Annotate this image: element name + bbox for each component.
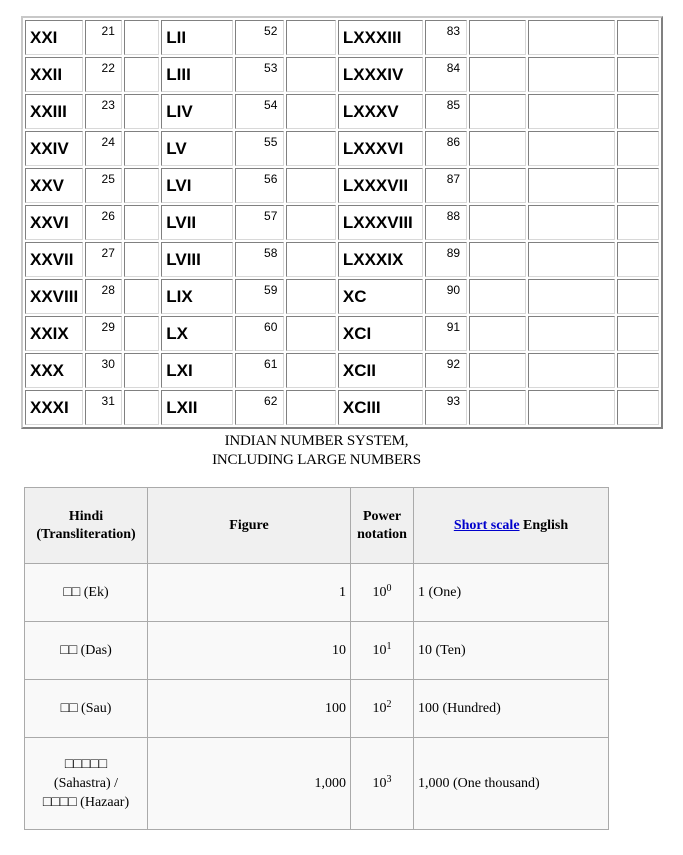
empty-cell: [528, 279, 615, 314]
empty-cell: [286, 94, 335, 129]
roman-numeral-cell: LX: [161, 316, 233, 351]
empty-cell: [286, 205, 335, 240]
roman-numeral-cell: XXIX: [25, 316, 83, 351]
table-row: [25, 131, 659, 166]
empty-cell: [286, 57, 335, 92]
roman-numeral-cell: LXXXIX: [338, 242, 423, 277]
header-hindi-line1: Hindi: [68, 508, 104, 524]
table-row: [25, 622, 609, 680]
empty-cell: [528, 353, 615, 388]
power-cell: [351, 622, 414, 680]
caption-line-1: INDIAN NUMBER SYSTEM,: [224, 433, 409, 449]
roman-numeral-cell: XXIII: [25, 94, 83, 129]
arabic-value-cell: 83: [425, 20, 467, 55]
empty-cell: [124, 242, 159, 277]
empty-cell: [124, 20, 159, 55]
english-cell: 1,000 (One thousand): [414, 738, 609, 830]
empty-cell: [124, 390, 159, 425]
empty-cell: [617, 168, 660, 203]
arabic-value-cell: 87: [425, 168, 467, 203]
header-power-line1: Power: [362, 508, 402, 524]
arabic-value-cell: 30: [85, 353, 122, 388]
arabic-value-cell: 57: [235, 205, 284, 240]
roman-numeral-cell: XXIV: [25, 131, 83, 166]
arabic-value-cell: 23: [85, 94, 122, 129]
empty-cell: [469, 242, 526, 277]
header-row: [25, 488, 609, 564]
table-row: [25, 564, 609, 622]
roman-numeral-cell: XXVII: [25, 242, 83, 277]
header-english: [414, 488, 609, 564]
arabic-value-cell: 93: [425, 390, 467, 425]
arabic-value-cell: 24: [85, 131, 122, 166]
arabic-value-cell: 86: [425, 131, 467, 166]
roman-numeral-cell: XXII: [25, 57, 83, 92]
empty-cell: [469, 168, 526, 203]
table-row: [25, 168, 659, 203]
empty-cell: [469, 316, 526, 351]
english-cell: 1 (One): [414, 564, 609, 622]
table-caption: [150, 432, 483, 470]
roman-numeral-cell: LXXXVI: [338, 131, 423, 166]
roman-numeral-cell: XC: [338, 279, 423, 314]
empty-cell: [469, 205, 526, 240]
power-base: 10: [372, 584, 387, 600]
arabic-value-cell: 31: [85, 390, 122, 425]
arabic-value-cell: 52: [235, 20, 284, 55]
empty-cell: [286, 353, 335, 388]
roman-numeral-cell: LV: [161, 131, 233, 166]
arabic-value-cell: 91: [425, 316, 467, 351]
empty-cell: [528, 316, 615, 351]
roman-numeral-cell: XCII: [338, 353, 423, 388]
power-exponent: 2: [386, 698, 392, 710]
empty-cell: [286, 390, 335, 425]
roman-numeral-cell: LVI: [161, 168, 233, 203]
empty-cell: [469, 390, 526, 425]
power-exponent: 3: [386, 773, 392, 785]
arabic-value-cell: 89: [425, 242, 467, 277]
empty-cell: [469, 353, 526, 388]
empty-cell: [286, 316, 335, 351]
empty-cell: [528, 168, 615, 203]
roman-numeral-cell: LVIII: [161, 242, 233, 277]
roman-numeral-table-frame: [21, 16, 663, 429]
figure-cell: 100: [148, 680, 351, 738]
hindi-cell: □□ (Sau): [25, 680, 148, 738]
roman-numeral-cell: LXXXIII: [338, 20, 423, 55]
power-cell: [351, 564, 414, 622]
empty-cell: [528, 94, 615, 129]
arabic-value-cell: 22: [85, 57, 122, 92]
empty-cell: [617, 390, 660, 425]
empty-cell: [528, 57, 615, 92]
arabic-value-cell: 88: [425, 205, 467, 240]
arabic-value-cell: 27: [85, 242, 122, 277]
arabic-value-cell: 61: [235, 353, 284, 388]
english-cell: 100 (Hundred): [414, 680, 609, 738]
power-exponent: 0: [386, 582, 392, 594]
table-row: [25, 353, 659, 388]
empty-cell: [124, 94, 159, 129]
header-hindi-line2: (Transliteration): [36, 526, 136, 542]
power-cell: [351, 680, 414, 738]
empty-cell: [528, 242, 615, 277]
empty-cell: [617, 131, 660, 166]
roman-numeral-cell: LVII: [161, 205, 233, 240]
power-base: 10: [372, 700, 387, 716]
empty-cell: [469, 57, 526, 92]
header-figure: Figure: [148, 488, 351, 564]
empty-cell: [617, 205, 660, 240]
roman-numeral-cell: XXVI: [25, 205, 83, 240]
table-row: [25, 279, 659, 314]
table-row: [25, 57, 659, 92]
empty-cell: [528, 390, 615, 425]
empty-cell: [286, 242, 335, 277]
table-row: [25, 316, 659, 351]
empty-cell: [617, 57, 660, 92]
empty-cell: [124, 205, 159, 240]
roman-numeral-cell: LXI: [161, 353, 233, 388]
arabic-value-cell: 85: [425, 94, 467, 129]
table-row: [25, 390, 659, 425]
empty-cell: [617, 94, 660, 129]
arabic-value-cell: 56: [235, 168, 284, 203]
empty-cell: [528, 205, 615, 240]
table-row: [25, 205, 659, 240]
indian-number-table: [24, 487, 609, 830]
empty-cell: [617, 20, 660, 55]
arabic-value-cell: 29: [85, 316, 122, 351]
header-english-rest: English: [519, 517, 569, 533]
table-row: [25, 94, 659, 129]
short-scale-link[interactable]: Short scale: [453, 517, 520, 533]
empty-cell: [124, 279, 159, 314]
power-exponent: 1: [386, 640, 392, 652]
roman-numeral-cell: XXVIII: [25, 279, 83, 314]
arabic-value-cell: 25: [85, 168, 122, 203]
hindi-cell: □□ (Ek): [25, 564, 148, 622]
table-row: [25, 242, 659, 277]
hindi-line-1: □□□□□: [64, 757, 108, 772]
empty-cell: [469, 20, 526, 55]
header-power: [351, 488, 414, 564]
power-base: 10: [372, 642, 387, 658]
arabic-value-cell: 54: [235, 94, 284, 129]
arabic-value-cell: 21: [85, 20, 122, 55]
arabic-value-cell: 90: [425, 279, 467, 314]
roman-numeral-cell: LXII: [161, 390, 233, 425]
roman-numeral-cell: LII: [161, 20, 233, 55]
empty-cell: [286, 168, 335, 203]
table-row: [25, 680, 609, 738]
roman-numeral-table: [23, 18, 661, 427]
empty-cell: [469, 131, 526, 166]
arabic-value-cell: 26: [85, 205, 122, 240]
roman-numeral-cell: XXI: [25, 20, 83, 55]
empty-cell: [286, 131, 335, 166]
empty-cell: [469, 279, 526, 314]
header-hindi: [25, 488, 148, 564]
table-row: [25, 20, 659, 55]
roman-numeral-cell: XCI: [338, 316, 423, 351]
table-row: [25, 738, 609, 830]
arabic-value-cell: 60: [235, 316, 284, 351]
arabic-value-cell: 59: [235, 279, 284, 314]
arabic-value-cell: 55: [235, 131, 284, 166]
roman-numeral-cell: LXXXVIII: [338, 205, 423, 240]
roman-numeral-cell: XCIII: [338, 390, 423, 425]
empty-cell: [617, 353, 660, 388]
arabic-value-cell: 28: [85, 279, 122, 314]
hindi-cell: [25, 738, 148, 830]
empty-cell: [124, 57, 159, 92]
roman-numeral-cell: LXXXVII: [338, 168, 423, 203]
english-cell: 10 (Ten): [414, 622, 609, 680]
header-power-line2: notation: [357, 526, 407, 542]
arabic-value-cell: 84: [425, 57, 467, 92]
caption-line-2: INCLUDING LARGE NUMBERS: [212, 452, 421, 468]
figure-cell: 1: [148, 564, 351, 622]
arabic-value-cell: 92: [425, 353, 467, 388]
arabic-value-cell: 53: [235, 57, 284, 92]
empty-cell: [124, 353, 159, 388]
roman-numeral-cell: LXXXIV: [338, 57, 423, 92]
arabic-value-cell: 62: [235, 390, 284, 425]
empty-cell: [124, 168, 159, 203]
roman-numeral-cell: XXV: [25, 168, 83, 203]
roman-numeral-cell: LXXXV: [338, 94, 423, 129]
hindi-cell: □□ (Das): [25, 622, 148, 680]
empty-cell: [617, 316, 660, 351]
figure-cell: 1,000: [148, 738, 351, 830]
empty-cell: [286, 279, 335, 314]
hindi-line-3: □□□□ (Hazaar): [42, 795, 130, 810]
power-cell: [351, 738, 414, 830]
roman-numeral-cell: XXX: [25, 353, 83, 388]
empty-cell: [124, 316, 159, 351]
figure-cell: 10: [148, 622, 351, 680]
empty-cell: [286, 20, 335, 55]
empty-cell: [528, 20, 615, 55]
empty-cell: [617, 279, 660, 314]
power-base: 10: [372, 775, 387, 791]
roman-numeral-cell: LIV: [161, 94, 233, 129]
roman-numeral-cell: LIX: [161, 279, 233, 314]
empty-cell: [617, 242, 660, 277]
hindi-line-2: (Sahastra) /: [53, 776, 119, 791]
empty-cell: [528, 131, 615, 166]
empty-cell: [124, 131, 159, 166]
roman-numeral-cell: LIII: [161, 57, 233, 92]
empty-cell: [469, 94, 526, 129]
arabic-value-cell: 58: [235, 242, 284, 277]
roman-numeral-cell: XXXI: [25, 390, 83, 425]
